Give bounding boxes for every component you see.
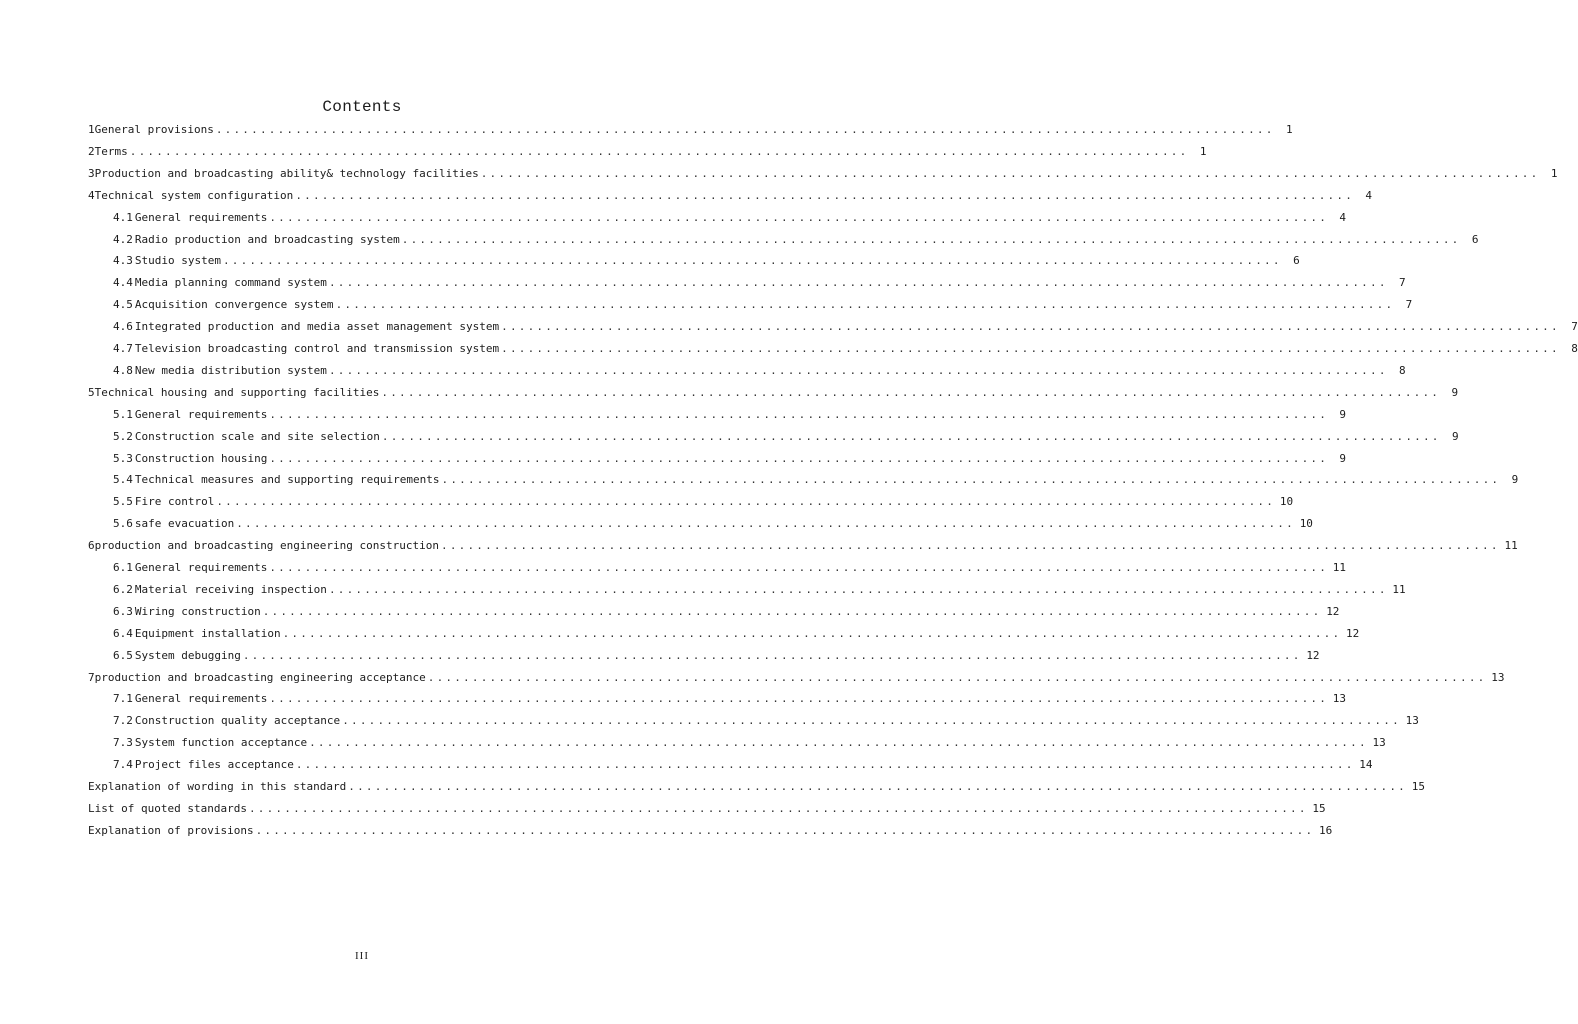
toc-entry-label: General requirements [134, 692, 268, 706]
toc-entry-label: New media distribution system [134, 363, 327, 377]
toc-entry-number: 4 [88, 188, 95, 202]
toc-entry-page: 12 [1326, 604, 1340, 618]
toc-entry-page: 15 [1411, 780, 1425, 793]
toc-leader-dots: ........................................................................................................................ [222, 254, 1282, 268]
toc-entry[interactable] [88, 144, 1207, 160]
toc-entry[interactable] [113, 582, 1406, 598]
toc-leader-dots: ........................................................................................................................ [501, 320, 1560, 334]
toc-entry-number: 5.1 [113, 407, 133, 421]
toc-leader-dots: ........................................................................................................................ [269, 407, 1329, 421]
toc-entry-label: safe evacuation [134, 517, 235, 531]
toc-entry[interactable] [88, 122, 1293, 138]
toc-entry-page: 12 [1346, 626, 1360, 640]
toc-entry-label: Construction housing [134, 451, 268, 465]
toc-entry-page: 7 [1571, 320, 1578, 334]
toc-entry-number: 7.2 [113, 714, 133, 728]
toc-leader-dots: ........................................................................................................................ [342, 714, 1401, 728]
toc-entry-page: 9 [1452, 429, 1459, 443]
toc-entry[interactable] [113, 451, 1347, 467]
toc-entry-page: 11 [1392, 582, 1406, 596]
toc-entry-page: 4 [1365, 188, 1373, 202]
toc-entry-number: 7.1 [113, 692, 133, 706]
toc-entry-number: 6.5 [113, 648, 133, 662]
toc-entry-page: 4 [1339, 210, 1347, 224]
toc-leader-dots: ........................................................................................................................ [401, 232, 1461, 246]
toc-entry-page: 6 [1293, 254, 1300, 268]
toc-entry-number: 4.2 [113, 232, 133, 246]
toc-entry-page: 13 [1491, 670, 1505, 684]
toc-leader-dots: ........................................................................................................................ [328, 276, 1388, 290]
toc-entry-page: 13 [1332, 692, 1347, 706]
toc-leader-dots: ........................................................................................................................ [328, 582, 1388, 596]
toc-entry-label: List of quoted standards [88, 801, 247, 815]
toc-entry-number: 1 [88, 123, 95, 136]
toc-entry-label: General requirements [134, 407, 268, 421]
toc-entry-label: Acquisition convergence system [134, 298, 334, 312]
page-title: Contents [322, 98, 402, 116]
toc-entry-number: 5.4 [113, 473, 133, 487]
toc-entry-label: Integrated production and media asset management system [134, 320, 500, 334]
toc-entry-label: production and broadcasting engineering acceptance [94, 670, 426, 684]
toc-entry-label: Wiring construction [134, 604, 261, 618]
toc-entry[interactable] [113, 735, 1386, 751]
toc-leader-dots: ........................................................................................................................ [248, 801, 1308, 815]
toc-entry[interactable] [113, 341, 1578, 357]
toc-entry-label: production and broadcasting engineering construction [94, 539, 439, 553]
toc-entry[interactable] [88, 823, 1333, 839]
toc-entry-page: 14 [1359, 758, 1373, 772]
toc-entry-label: Equipment installation [134, 626, 281, 640]
toc-entry-number: 7.4 [113, 758, 133, 772]
toc-entry-page: 7 [1399, 276, 1406, 290]
toc-leader-dots: ........................................................................................................................ [282, 626, 1342, 640]
toc-entry-page: 12 [1306, 648, 1320, 662]
toc-entry-page: 1 [1285, 123, 1293, 136]
toc-entry-number: 5.6 [113, 517, 133, 531]
toc-leader-dots: ........................................................................................................................ [348, 780, 1407, 793]
toc-entry-page: 7 [1405, 298, 1413, 312]
toc-entry-page: 9 [1451, 385, 1459, 399]
toc-entry-label: Explanation of wording in this standard [88, 780, 347, 793]
toc-entry[interactable] [88, 385, 1459, 401]
toc-leader-dots: ........................................................................................................................ [427, 670, 1487, 684]
toc-leader-dots: ........................................................................................................................ [269, 692, 1329, 706]
toc-entry-page: 16 [1319, 823, 1333, 837]
toc-entry-label: Radio production and broadcasting system [134, 232, 400, 246]
toc-entry-label: System function acceptance [134, 736, 308, 750]
toc-entry-page: 15 [1312, 801, 1326, 815]
toc-entry-label: Television broadcasting control and transmission system [134, 342, 500, 355]
toc-entry-number: 4.1 [113, 210, 133, 224]
toc-entry-number: 6.1 [113, 561, 133, 574]
toc-entry-number: 4.3 [113, 254, 133, 268]
toc-entry[interactable] [113, 319, 1578, 335]
toc-entry-number: 6.3 [113, 604, 133, 618]
toc-entry[interactable] [113, 429, 1459, 445]
toc-entry-number: 4.5 [113, 298, 133, 312]
toc-entry-label: Media planning command system [134, 276, 327, 290]
toc-entry-label: Project files acceptance [134, 758, 294, 772]
toc-leader-dots: ........................................................................................................................ [295, 188, 1355, 202]
toc-leader-dots: ........................................................................................................................ [129, 144, 1189, 158]
toc-entry-page: 8 [1399, 363, 1406, 377]
toc-entry-label: Explanation of provisions [88, 823, 254, 837]
toc-entry-page: 11 [1504, 539, 1518, 553]
toc-leader-dots: ........................................................................................................................ [309, 736, 1368, 750]
toc-entry[interactable] [113, 691, 1347, 707]
toc-entry-number: 4.7 [113, 342, 133, 355]
toc-entry[interactable] [113, 648, 1320, 664]
toc-entry-label: Technical system configuration [94, 188, 294, 202]
toc-leader-dots: ........................................................................................................................ [215, 123, 1275, 136]
toc-entry-label: General requirements [134, 210, 268, 224]
toc-entry-number: 6.2 [113, 582, 133, 596]
toc-entry[interactable] [113, 407, 1347, 423]
toc-entry-label: System debugging [134, 648, 241, 662]
toc-entry[interactable] [88, 670, 1505, 686]
toc-entry[interactable] [113, 516, 1313, 532]
toc-entry-number: 4.6 [113, 320, 133, 334]
toc-entry[interactable] [113, 626, 1360, 642]
toc-entry-page: 9 [1511, 473, 1519, 487]
toc-entry[interactable] [88, 801, 1326, 817]
toc-entry-number: 7.3 [113, 736, 133, 750]
toc-entry[interactable] [113, 275, 1406, 291]
toc-leader-dots: ........................................................................................................................ [501, 342, 1560, 355]
toc-entry-number: 2 [88, 144, 95, 158]
toc-entry-number: 3 [88, 166, 95, 180]
toc-entry-page: 13 [1372, 736, 1386, 750]
toc-entry-page: 13 [1405, 714, 1419, 728]
toc-entry-number: 4.8 [113, 363, 133, 377]
toc-leader-dots: ........................................................................................................................ [441, 539, 1500, 553]
toc-entry[interactable] [113, 297, 1413, 313]
toc-entry-label: Construction scale and site selection [134, 429, 380, 443]
toc-entry[interactable] [113, 232, 1479, 248]
toc-entry-number: 6 [88, 539, 95, 553]
toc-entry[interactable] [88, 538, 1518, 554]
toc-entry-label: Construction quality acceptance [134, 714, 341, 728]
toc-entry[interactable] [113, 210, 1347, 226]
toc-leader-dots: ........................................................................................................................ [269, 561, 1329, 574]
toc-entry[interactable] [113, 253, 1300, 269]
toc-entry[interactable] [113, 757, 1373, 773]
toc-entry-page: 1 [1550, 166, 1558, 180]
toc-leader-dots: ........................................................................................................................ [269, 210, 1329, 224]
toc-entry-label: General provisions [94, 123, 214, 136]
toc-entry-page: 11 [1332, 561, 1347, 574]
toc-entry[interactable] [113, 472, 1519, 488]
toc-entry-page: 1 [1199, 144, 1207, 158]
toc-leader-dots: ........................................................................................................................ [328, 363, 1388, 377]
toc-leader-dots: ........................................................................................................................ [441, 473, 1501, 487]
toc-leader-dots: ........................................................................................................................ [269, 451, 1329, 465]
toc-entry-page: 6 [1471, 232, 1479, 246]
toc-entry-label: General requirements [134, 561, 268, 574]
toc-entry[interactable] [113, 604, 1340, 620]
toc-entry-number: 6.4 [113, 626, 133, 640]
toc-leader-dots: ........................................................................................................................ [242, 648, 1302, 662]
toc-entry-label: Material receiving inspection [134, 582, 327, 596]
toc-entry-label: Terms [94, 144, 128, 158]
toc-entry-label: Technical measures and supporting requirements [134, 473, 440, 487]
toc-leader-dots: ........................................................................................................................ [236, 517, 1295, 531]
toc-entry-page: 10 [1299, 517, 1313, 531]
toc-entry[interactable] [113, 494, 1294, 510]
toc-entry-number: 5.3 [113, 451, 133, 465]
toc-entry[interactable] [113, 363, 1406, 379]
toc-leader-dots: ........................................................................................................................ [262, 604, 1322, 618]
toc-entry-number: 5.2 [113, 429, 133, 443]
toc-leader-dots: ........................................................................................................................ [381, 429, 1441, 443]
toc-leader-dots: ........................................................................................................................ [335, 298, 1395, 312]
toc-leader-dots: ........................................................................................................................ [480, 166, 1540, 180]
toc-entry-number: 5 [88, 385, 95, 399]
toc-entry-label: Production and broadcasting ability& technology facilities [94, 166, 479, 180]
toc-leader-dots: ........................................................................................................................ [295, 758, 1355, 772]
toc-entry-page: 8 [1571, 342, 1578, 355]
toc-entry-number: 5.5 [113, 495, 133, 509]
toc-entry-label: Fire control [134, 495, 215, 509]
toc-entry-label: Technical housing and supporting facilities [94, 385, 380, 399]
toc-leader-dots: ........................................................................................................................ [381, 385, 1441, 399]
toc-entry[interactable] [88, 779, 1425, 795]
toc-leader-dots: ........................................................................................................................ [255, 823, 1315, 837]
toc-entry-page: 9 [1339, 451, 1347, 465]
toc-entry-number: 4.4 [113, 276, 133, 290]
toc-entry-page: 10 [1279, 495, 1294, 509]
toc-entry[interactable] [88, 188, 1373, 204]
toc-entry[interactable] [88, 166, 1558, 182]
toc-entry-number: 7 [88, 670, 95, 684]
toc-leader-dots: ........................................................................................................................ [216, 495, 1276, 509]
toc-entry-label: Studio system [134, 254, 221, 268]
toc-entry[interactable] [113, 560, 1347, 576]
page-number-footer: III [355, 950, 369, 962]
toc-entry[interactable] [113, 713, 1419, 729]
toc-entry-page: 9 [1339, 407, 1347, 421]
